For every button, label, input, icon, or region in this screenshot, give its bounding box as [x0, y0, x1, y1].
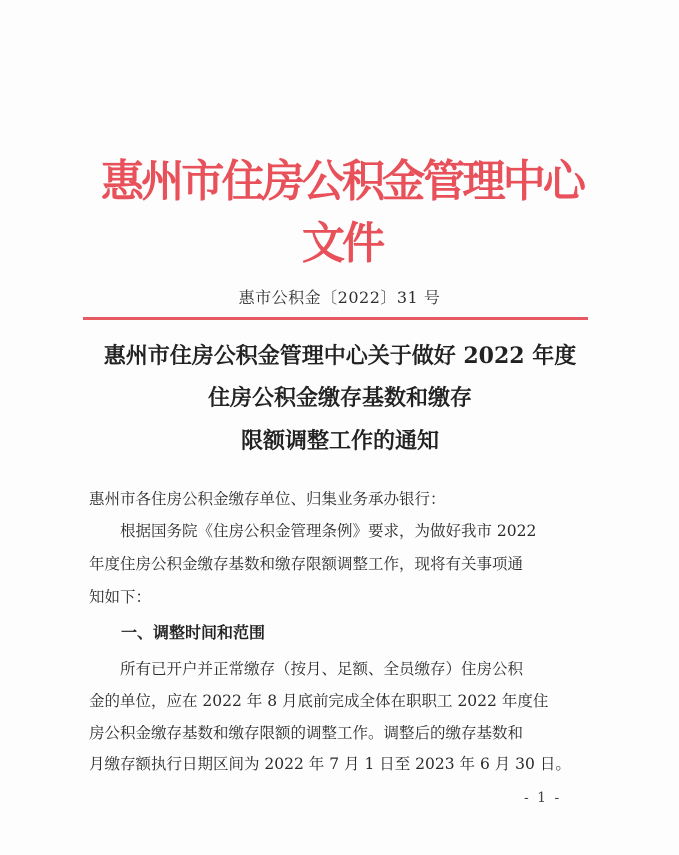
issuer-header-title: 惠州市住房公积金管理中心文件	[100, 156, 584, 269]
paragraph-1-line-2: 年度住房公积金缴存基数和缴存限额调整工作，现将有关事项通	[89, 555, 524, 573]
document-number: 惠市公积金〔2022〕31 号	[238, 288, 441, 307]
paragraph-2-line-2: 金的单位，应在 2022 年 8 月底前完成全体在职职工 2022 年度住	[89, 692, 549, 710]
paragraph-2-line-1: 所有已开户并正常缴存（按月、足额、全员缴存）住房公积	[120, 660, 524, 678]
notice-title-line-2: 住房公积金缴存基数和缴存	[207, 385, 472, 411]
addressee-line: 惠州市各住房公积金缴存单位、归集业务承办银行：	[89, 490, 446, 508]
red-divider-line	[83, 317, 588, 320]
page-number: - 1 -	[524, 790, 562, 806]
paragraph-2-line-4: 月缴存额执行日期区间为 2022 年 7 月 1 日至 2023 年 6 月 30 日。	[89, 755, 571, 773]
paragraph-1-line-3: 知如下：	[89, 588, 152, 606]
paragraph-2-line-3: 房公积金缴存基数和缴存限额的调整工作。调整后的缴存基数和	[89, 724, 524, 742]
notice-title-line-1: 惠州市住房公积金管理中心关于做好 2022 年度	[103, 343, 577, 369]
paragraph-1-line-1: 根据国务院《住房公积金管理条例》要求，为做好我市 2022	[120, 522, 537, 540]
notice-title-line-3: 限额调整工作的通知	[240, 428, 439, 454]
section-1-heading: 一、调整时间和范围	[121, 623, 266, 642]
